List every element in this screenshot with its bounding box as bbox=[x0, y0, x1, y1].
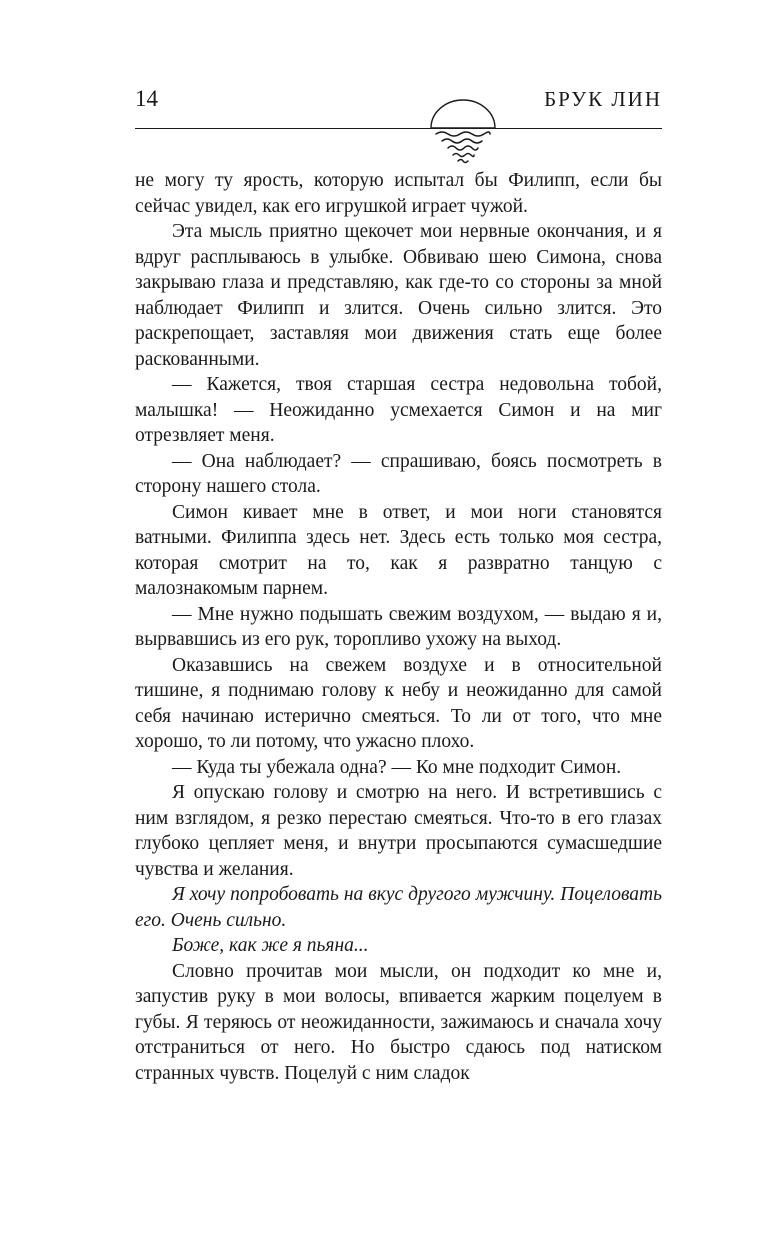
paragraph: Оказавшись на свежем воздухе и в относительной тишине, я поднимаю голову к небу и неожиданно для самой себя начинаю истерично смеяться. То ли от того, что мне хорошо, то ли потому, что ужасно плохо. bbox=[135, 654, 662, 752]
paragraph: не могу ту ярость, которую испытал бы Филипп, если бы сейчас увидел, как его игрушкой играет чужой. bbox=[135, 170, 662, 217]
italic-thought-paragraph: Боже, как же я пьяна... bbox=[172, 935, 369, 956]
body-text bbox=[135, 168, 662, 1086]
paragraph: Симон кивает мне в ответ, и мои ноги становятся ватными. Филиппа здесь нет. Здесь есть только моя сестра, которая смотрит на то, как я развратно танцую с малознакомым парнем. bbox=[135, 501, 662, 599]
dialogue-paragraph: — Она наблюдает? — спрашиваю, боясь посмотреть в сторону нашего стола. bbox=[135, 450, 662, 497]
dialogue-paragraph: — Мне нужно подышать свежим воздухом, — выдаю я и, вырвавшись из его рук, торопливо ухожу на выход. bbox=[135, 603, 662, 650]
paragraph: Словно прочитав мои мысли, он подходит ко мне и, запустив руку в мои волосы, впивается жарким поцелуем в губы. Я теряюсь от неожиданности, зажимаюсь и сначала хочу отстраниться от него. Но быстро сдаюсь под натиском странных чувств. Поцелуй с ним сладок bbox=[135, 960, 662, 1084]
page-number: 14 bbox=[135, 86, 158, 111]
paragraph: Эта мысль приятно щекочет мои нервные окончания, и я вдруг расплываюсь в улыбке. Обвиваю шею Симона, снова закрываю глаза и представляю, как где-то со стороны за мной наблюдает Филипп и злится. Очень сильно злится. Это раскрепощает, заставляя мои движения стать еще более раскованными. bbox=[135, 221, 662, 370]
running-header bbox=[135, 84, 662, 114]
dialogue-paragraph: — Куда ты убежала одна? — Ко мне подходит Симон. bbox=[172, 756, 622, 778]
italic-thought-paragraph: Я хочу попробовать на вкус другого мужчину. Поцеловать его. Очень сильно. bbox=[135, 884, 662, 931]
running-head-author: БРУК ЛИН bbox=[544, 87, 662, 111]
header-rule bbox=[135, 128, 662, 129]
paragraph: Я опускаю голову и смотрю на него. И встретившись с ним взглядом, я резко перестаю смеяться. Что-то в его глазах глубоко цепляет меня, и внутри просыпаются сумасшедшие чувства и желания. bbox=[135, 782, 662, 880]
sunset-over-water-icon bbox=[428, 98, 498, 168]
dialogue-paragraph: — Кажется, твоя старшая сестра недовольна тобой, малышка! — Неожиданно усмехается Симон и на миг отрезвляет меня. bbox=[135, 374, 662, 446]
